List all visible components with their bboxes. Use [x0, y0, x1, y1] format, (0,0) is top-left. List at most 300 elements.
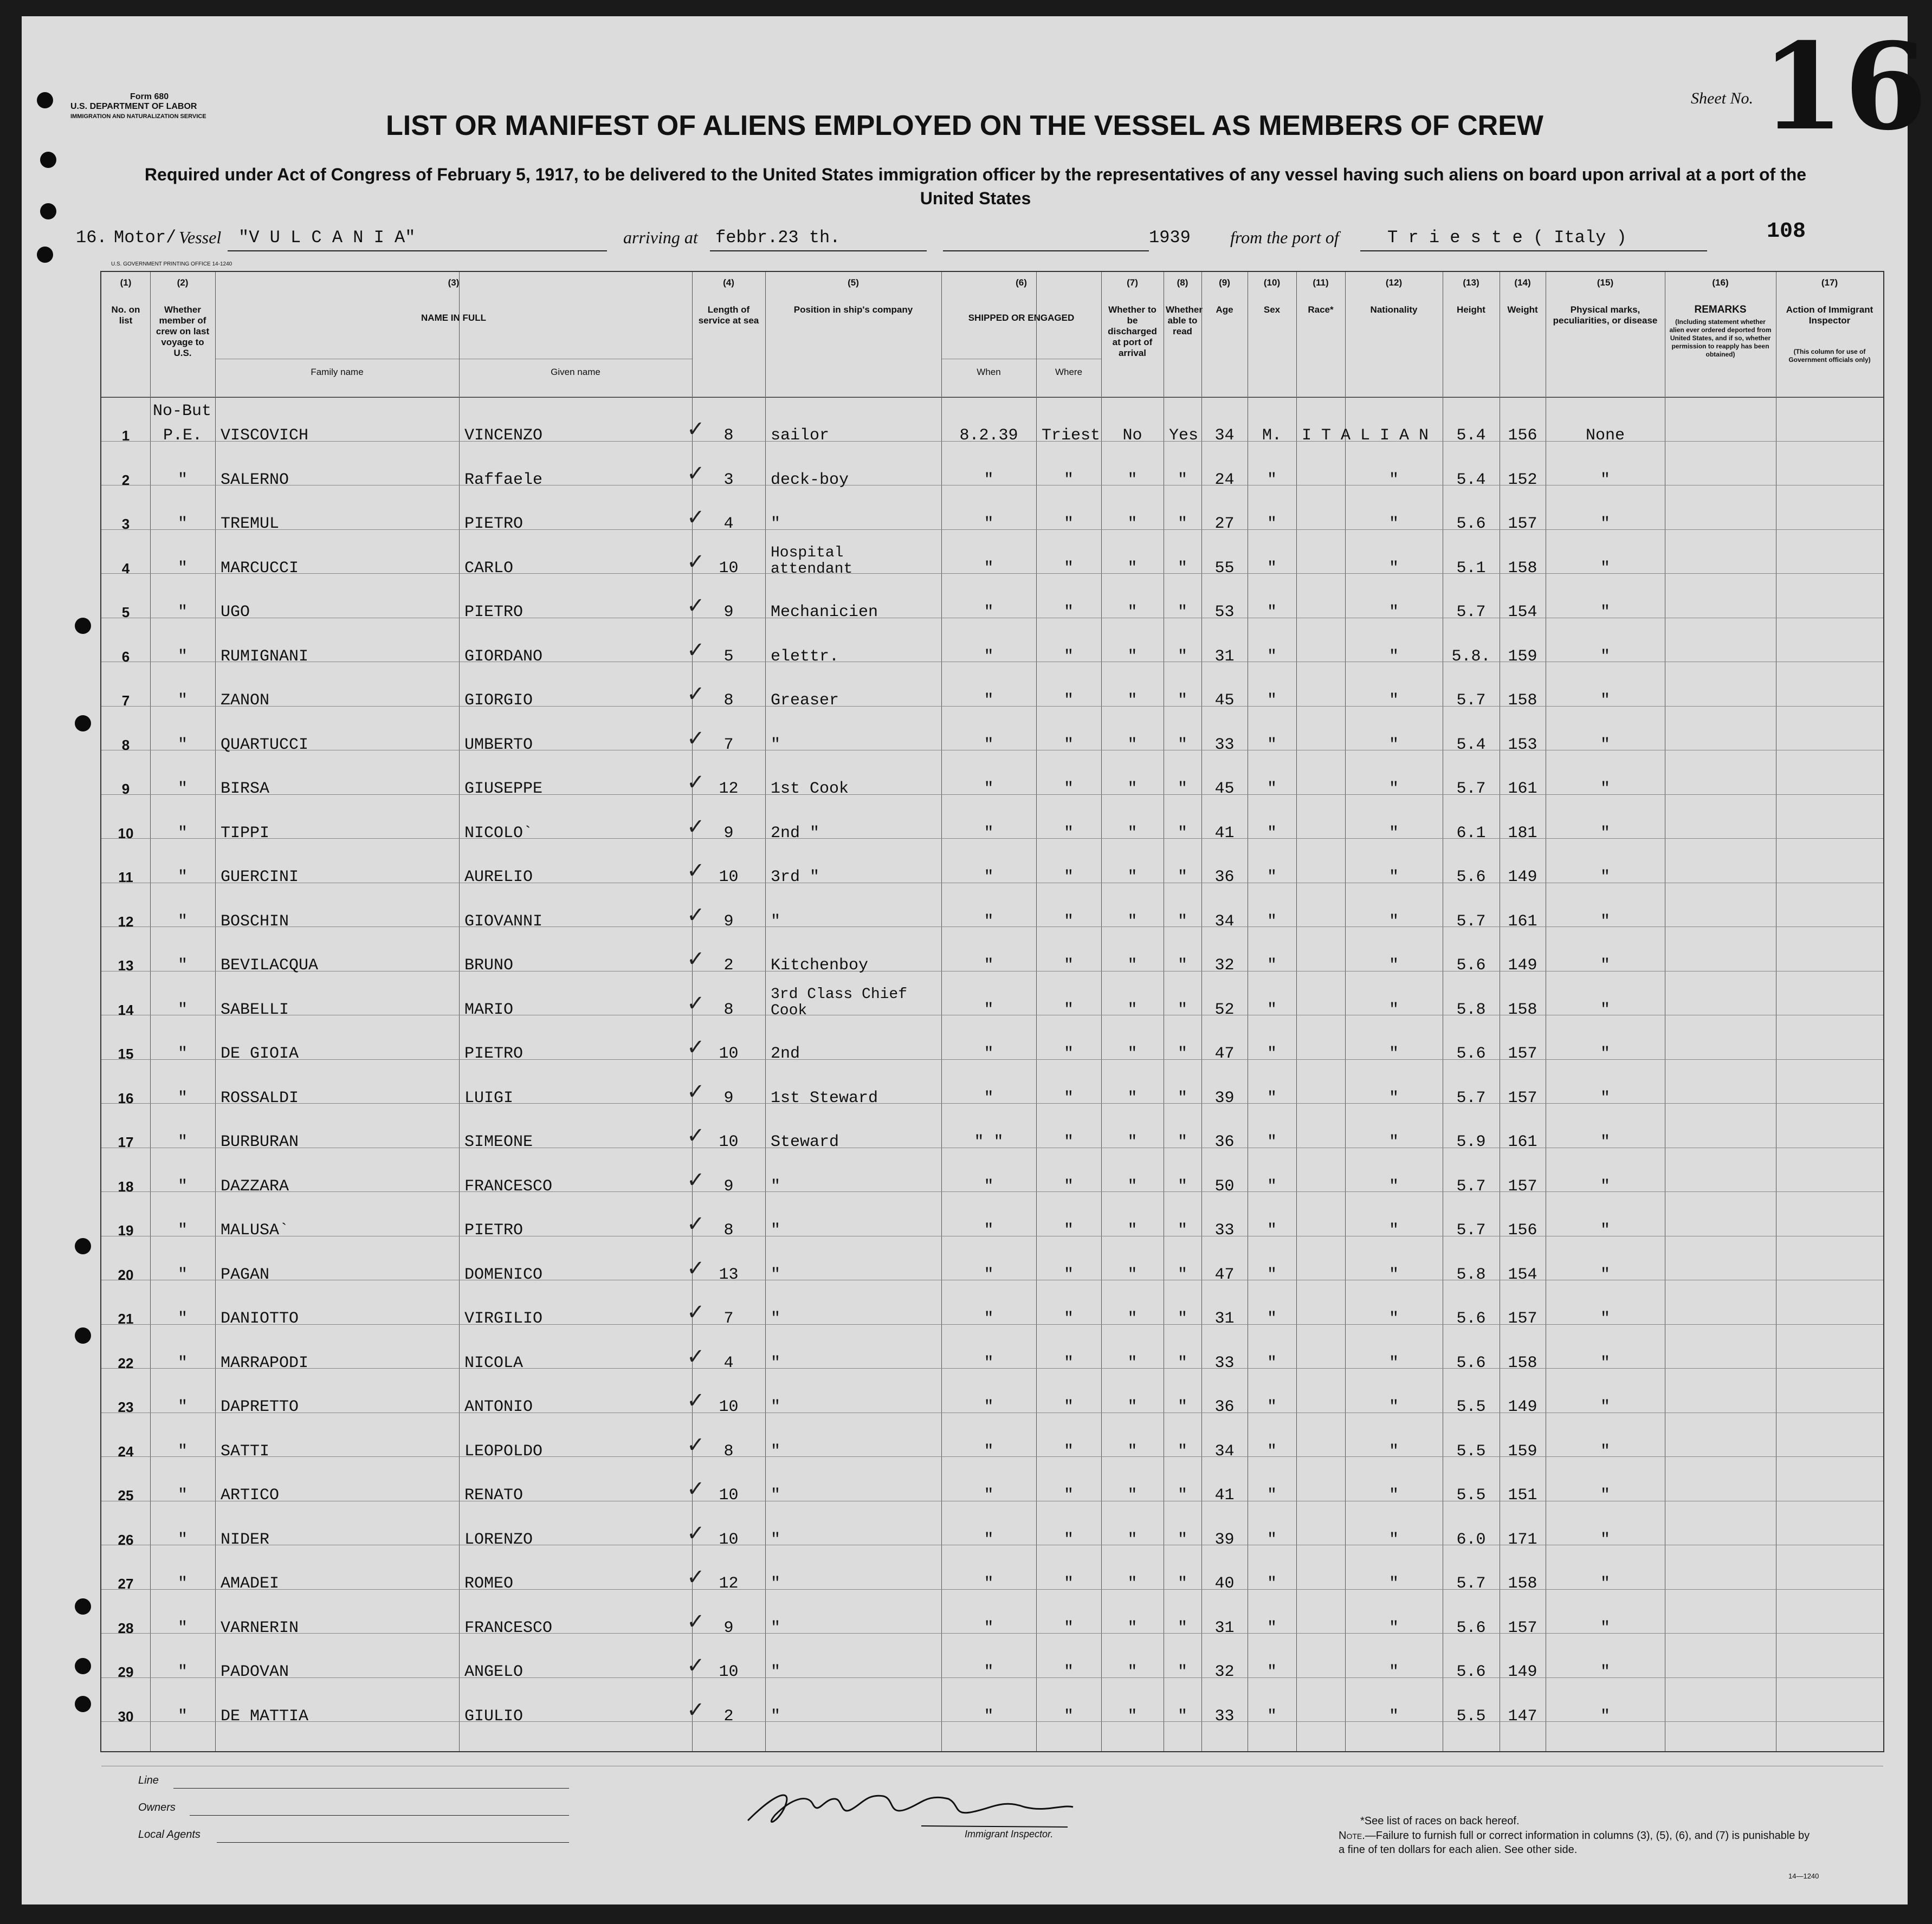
cell-nationality: " — [1388, 515, 1399, 533]
cell-family: SABELLI — [221, 1000, 289, 1019]
punch-hole — [40, 152, 56, 168]
cell-when: " — [984, 1353, 994, 1372]
cell-given: ROMEO — [464, 1575, 514, 1593]
cell-sex: " — [1267, 735, 1277, 754]
cell-family: DAPRETTO — [221, 1398, 299, 1416]
arrival-date: febbr.23 th. — [715, 228, 841, 248]
cell-where: " — [1063, 1530, 1074, 1549]
punch-hole — [75, 1238, 91, 1254]
cell-marks: " — [1600, 1530, 1610, 1549]
cell-read: " — [1177, 956, 1187, 975]
cell-age: 27 — [1214, 515, 1235, 533]
cell-nationality: " — [1388, 956, 1399, 975]
cell-no: 20 — [118, 1266, 134, 1283]
cell-sex: " — [1267, 1442, 1277, 1461]
cell-weight: 161 — [1508, 1133, 1537, 1151]
cell-sex: " — [1267, 1310, 1277, 1328]
cell-service: 9 — [723, 603, 734, 621]
column-divider — [1101, 272, 1102, 1751]
cell-service: 9 — [723, 1177, 734, 1196]
cell-weight: 149 — [1508, 956, 1537, 975]
check-mark-icon: ✓ — [687, 858, 705, 883]
cell-weight: 171 — [1508, 1530, 1537, 1549]
cell-when: " — [984, 780, 994, 798]
cell-no: 3 — [121, 516, 130, 532]
cell-nationality: " — [1388, 1486, 1399, 1505]
cell-given: VIRGILIO — [464, 1310, 543, 1328]
cell-given: CARLO — [464, 559, 514, 578]
sheet-number: 16 — [1761, 16, 1928, 157]
cell-position: " — [771, 1486, 781, 1505]
cell-where: " — [1063, 1575, 1074, 1593]
cell-service: 4 — [723, 515, 734, 533]
cell-crew: " — [177, 559, 188, 578]
cell-service: 9 — [723, 824, 734, 843]
cell-discharge: " — [1127, 1575, 1138, 1593]
cell-marks: " — [1600, 1089, 1610, 1107]
subtitle: Required under Act of Congress of February 5, 1917, to be delivered to the United States immigration officer by the representatives of any vessel having such aliens on board upon arrival at a port of the United States — [144, 165, 1807, 208]
cell-discharge: " — [1127, 1221, 1138, 1240]
cell-where: " — [1063, 824, 1074, 843]
cell-age: 33 — [1214, 1221, 1235, 1240]
cell-given: BRUNO — [464, 956, 514, 975]
cell-crew: " — [177, 1575, 188, 1593]
cell-height: 6.1 — [1456, 824, 1486, 843]
cell-no: 27 — [118, 1576, 134, 1592]
cell-age: 33 — [1214, 735, 1235, 754]
cell-no: 14 — [118, 1001, 134, 1018]
vessel-prefix-number: 16. — [76, 228, 107, 248]
cell-family: UGO — [221, 603, 250, 621]
cell-service: 7 — [723, 735, 734, 754]
cell-when: " — [984, 1310, 994, 1328]
cell-read: Yes — [1169, 426, 1199, 445]
cell-height: 5.7 — [1456, 603, 1486, 621]
cell-age: 50 — [1214, 1177, 1235, 1196]
cell-nationality: " — [1388, 1310, 1399, 1328]
cell-weight: 154 — [1508, 603, 1537, 621]
cell-weight: 153 — [1508, 735, 1537, 754]
cell-height: 5.6 — [1456, 515, 1486, 533]
cell-when: " — [984, 1575, 994, 1593]
cell-position: Kitchenboy — [771, 956, 869, 975]
cell-age: 31 — [1214, 647, 1235, 666]
cell-weight: 159 — [1508, 1442, 1537, 1461]
cell-service: 10 — [719, 559, 739, 578]
column-header: No. on list — [111, 305, 140, 326]
cell-nationality: " — [1388, 1133, 1399, 1151]
cell-no: 28 — [118, 1619, 134, 1636]
column-subheader: Given name — [551, 367, 600, 377]
cell-given: FRANCESCO — [464, 1177, 553, 1196]
cell-sex: " — [1267, 1575, 1277, 1593]
cell-crew: " — [177, 1177, 188, 1196]
sheet-label: Sheet No. — [1691, 89, 1753, 107]
check-mark-icon: ✓ — [687, 1167, 705, 1193]
cell-read: " — [1177, 1486, 1187, 1505]
cell-weight: 158 — [1508, 1575, 1537, 1593]
cell-where: " — [1063, 1486, 1074, 1505]
cell-when: " — [984, 1265, 994, 1284]
cell-discharge: " — [1127, 515, 1138, 533]
cell-sex: " — [1267, 1265, 1277, 1284]
cell-given: PIETRO — [464, 515, 524, 533]
cell-crew: " — [177, 691, 188, 710]
cell-no: 8 — [121, 736, 130, 753]
cell-service: 12 — [719, 1575, 739, 1593]
cell-marks: " — [1600, 1177, 1610, 1196]
cell-family: ZANON — [221, 691, 270, 710]
cell-age: 32 — [1214, 956, 1235, 975]
cell-position: " — [771, 1398, 781, 1416]
cell-crew: " — [177, 1442, 188, 1461]
cell-family: VARNERIN — [221, 1618, 299, 1637]
cell-discharge: " — [1127, 1530, 1138, 1549]
row1-prefix: No-But — [153, 402, 212, 420]
cell-read: " — [1177, 1177, 1187, 1196]
cell-discharge: " — [1127, 1442, 1138, 1461]
check-mark-icon: ✓ — [687, 947, 705, 971]
cell-family: MALUSA` — [221, 1221, 289, 1240]
cell-marks: " — [1600, 1221, 1610, 1240]
punch-hole — [37, 247, 53, 263]
cell-family: VISCOVICH — [221, 426, 309, 445]
cell-read: " — [1177, 1575, 1187, 1593]
cell-crew: " — [177, 1133, 188, 1151]
column-number: (8) — [1177, 277, 1188, 288]
cell-family: QUARTUCCI — [221, 735, 309, 754]
check-mark-icon: ✓ — [687, 1653, 705, 1678]
vessel-type: Motor/ — [114, 228, 177, 248]
cell-marks: " — [1600, 1707, 1610, 1726]
cell-position: " — [771, 735, 781, 754]
cell-age: 39 — [1214, 1530, 1235, 1549]
cell-no: 30 — [118, 1708, 134, 1725]
cell-service: 8 — [723, 426, 734, 445]
vessel-name: "V U L C A N I A" — [238, 228, 416, 248]
cell-crew: " — [177, 603, 188, 621]
cell-given: PIETRO — [464, 1045, 524, 1063]
check-mark-icon: ✓ — [687, 682, 705, 707]
cell-nationality: " — [1388, 647, 1399, 666]
cell-read: " — [1177, 1045, 1187, 1063]
cell-service: 9 — [723, 1618, 734, 1637]
cell-family: NIDER — [221, 1530, 270, 1549]
cell-crew: " — [177, 1618, 188, 1637]
cell-marks: " — [1600, 912, 1610, 931]
cell-service: 10 — [719, 1663, 739, 1681]
cell-crew: " — [177, 515, 188, 533]
cell-position: deck-boy — [771, 470, 849, 489]
cell-given: VINCENZO — [464, 426, 543, 445]
check-mark-icon: ✓ — [687, 505, 705, 530]
cell-when: " — [984, 824, 994, 843]
cell-where: " — [1063, 1663, 1074, 1681]
cell-marks: " — [1600, 1310, 1610, 1328]
check-mark-icon: ✓ — [687, 1212, 705, 1236]
check-mark-icon: ✓ — [687, 1697, 705, 1722]
cell-marks: " — [1600, 1486, 1610, 1505]
port-name: T r i e s t e ( Italy ) — [1387, 228, 1627, 248]
cell-marks: " — [1600, 868, 1610, 886]
column-divider — [1201, 272, 1202, 1751]
cell-height: 5.7 — [1456, 912, 1486, 931]
cell-when: " — [984, 1663, 994, 1681]
cell-service: 2 — [723, 956, 734, 975]
cell-given: GIUSEPPE — [464, 780, 543, 798]
column-divider — [1345, 272, 1346, 1751]
column-header: Weight — [1507, 305, 1538, 315]
check-mark-icon: ✓ — [687, 725, 705, 751]
footer-note — [1339, 1829, 1815, 1857]
cell-weight: 154 — [1508, 1265, 1537, 1284]
column-header: Age — [1216, 305, 1233, 315]
cell-given: LUIGI — [464, 1089, 514, 1107]
column-subheader: When — [977, 367, 1001, 377]
cell-when: " — [984, 735, 994, 754]
inspector-label: Immigrant Inspector. — [965, 1829, 1054, 1839]
cell-family: DE MATTIA — [221, 1707, 309, 1726]
cell-when: " — [984, 691, 994, 710]
cell-service: 10 — [719, 1045, 739, 1063]
cell-service: 4 — [723, 1353, 734, 1372]
cell-age: 34 — [1214, 426, 1235, 445]
cell-sex: " — [1267, 824, 1277, 843]
check-mark-icon: ✓ — [687, 549, 705, 574]
cell-no: 25 — [118, 1487, 134, 1504]
cell-crew: " — [177, 470, 188, 489]
cell-discharge: " — [1127, 1618, 1138, 1637]
races-note: *See list of races on back hereof. — [1360, 1815, 1520, 1827]
column-divider — [941, 272, 942, 1751]
cell-discharge: " — [1127, 956, 1138, 975]
cell-where: " — [1063, 1353, 1074, 1372]
cell-age: 33 — [1214, 1353, 1235, 1372]
cell-when: " — [984, 1707, 994, 1726]
cell-service: 8 — [723, 1000, 734, 1019]
cell-read: " — [1177, 515, 1187, 533]
cell-nationality: " — [1388, 780, 1399, 798]
cell-nationality: " — [1388, 1442, 1399, 1461]
column-number: (7) — [1127, 277, 1138, 288]
cell-nationality: " — [1388, 868, 1399, 886]
cell-height: 5.6 — [1456, 1618, 1486, 1637]
vessel-underline — [228, 250, 607, 251]
cell-when: " — [984, 1398, 994, 1416]
cell-height: 6.0 — [1456, 1530, 1486, 1549]
department: U.S. DEPARTMENT OF LABOR — [70, 102, 197, 111]
cell-weight: 149 — [1508, 868, 1537, 886]
cell-service: 10 — [719, 1133, 739, 1151]
cell-no: 13 — [118, 957, 134, 974]
column-note: (Including statement whether alien ever ordered deported from United States, and if so, whether permission to reapply has been obtained) — [1669, 318, 1772, 358]
cell-weight: 157 — [1508, 1177, 1537, 1196]
column-number: (2) — [177, 277, 189, 288]
cell-weight: 158 — [1508, 559, 1537, 578]
cell-given: GIORGIO — [464, 691, 533, 710]
cell-where: " — [1063, 1089, 1074, 1107]
cell-given: FRANCESCO — [464, 1618, 553, 1637]
cell-age: 47 — [1214, 1265, 1235, 1284]
cell-marks: " — [1600, 1045, 1610, 1063]
cell-no: 22 — [118, 1355, 134, 1371]
cell-discharge: " — [1127, 1265, 1138, 1284]
cell-no: 17 — [118, 1134, 134, 1150]
cell-read: " — [1177, 1310, 1187, 1328]
cell-position: sailor — [771, 426, 830, 445]
cell-crew: " — [177, 1089, 188, 1107]
cell-sex: " — [1267, 470, 1277, 489]
cell-height: 5.8 — [1456, 1000, 1486, 1019]
check-mark-icon: ✓ — [687, 770, 705, 795]
cell-where: " — [1063, 1618, 1074, 1637]
check-mark-icon: ✓ — [687, 417, 705, 442]
cell-position: " — [771, 1663, 781, 1681]
column-subheader: Where — [1055, 367, 1083, 377]
column-header: Whether able to read — [1166, 305, 1203, 336]
cell-nationality: " — [1388, 1353, 1399, 1372]
cell-age: 36 — [1214, 1398, 1235, 1416]
check-mark-icon: ✓ — [687, 1035, 705, 1060]
cell-marks: " — [1600, 1265, 1610, 1284]
cell-family: RUMIGNANI — [221, 647, 309, 666]
cell-position: 2nd — [771, 1045, 800, 1063]
check-mark-icon: ✓ — [687, 593, 705, 618]
cell-no: 2 — [121, 471, 130, 488]
cell-age: 53 — [1214, 603, 1235, 621]
cell-given: Raffaele — [464, 470, 543, 489]
agents-underline — [217, 1842, 569, 1843]
cell-read: " — [1177, 1530, 1187, 1549]
cell-given: PIETRO — [464, 603, 524, 621]
form-code: 14—1240 — [1788, 1872, 1819, 1880]
cell-no: 23 — [118, 1399, 134, 1415]
cell-marks: " — [1600, 515, 1610, 533]
cell-when: " — [984, 1089, 994, 1107]
cell-where: " — [1063, 1177, 1074, 1196]
cell-sex: " — [1267, 956, 1277, 975]
cell-crew: " — [177, 912, 188, 931]
cell-service: 2 — [723, 1707, 734, 1726]
cell-given: MARIO — [464, 1000, 514, 1019]
cell-height: 5.6 — [1456, 956, 1486, 975]
cell-given: UMBERTO — [464, 735, 533, 754]
cell-when: " — [984, 470, 994, 489]
cell-position: Greaser — [771, 691, 839, 710]
column-header: Whether member of crew on last voyage to U.S. — [156, 305, 210, 358]
cell-when: " — [984, 1442, 994, 1461]
cell-crew: " — [177, 780, 188, 798]
cell-nationality: " — [1388, 1221, 1399, 1240]
cell-where: " — [1063, 691, 1074, 710]
cell-discharge: " — [1127, 691, 1138, 710]
cell-age: 31 — [1214, 1310, 1235, 1328]
cell-family: GUERCINI — [221, 868, 299, 886]
cell-crew: " — [177, 1353, 188, 1372]
cell-sex: " — [1267, 1133, 1277, 1151]
cell-when: " — [984, 868, 994, 886]
column-number: (3) — [448, 277, 460, 288]
cell-nationality: " — [1388, 1707, 1399, 1726]
cell-weight: 158 — [1508, 691, 1537, 710]
cell-discharge: " — [1127, 1089, 1138, 1107]
cell-nationality: " — [1388, 1089, 1399, 1107]
column-header: Sex — [1263, 305, 1281, 315]
cell-family: SATTI — [221, 1442, 270, 1461]
cell-crew: " — [177, 735, 188, 754]
cell-where: " — [1063, 1310, 1074, 1328]
cell-where: " — [1063, 912, 1074, 931]
cell-weight: 161 — [1508, 912, 1537, 931]
cell-family: SALERNO — [221, 470, 289, 489]
cell-family: BOSCHIN — [221, 912, 289, 931]
cell-marks: " — [1600, 559, 1610, 578]
cell-sex: " — [1267, 515, 1277, 533]
cell-read: " — [1177, 1265, 1187, 1284]
column-number: (14) — [1514, 277, 1531, 288]
check-mark-icon: ✓ — [687, 1079, 705, 1104]
cell-crew: " — [177, 647, 188, 666]
cell-read: " — [1177, 1353, 1187, 1372]
cell-age: 39 — [1214, 1089, 1235, 1107]
cell-where: " — [1063, 1265, 1074, 1284]
cell-sex: " — [1267, 691, 1277, 710]
cell-read: " — [1177, 647, 1187, 666]
cell-position: 1st Steward — [771, 1089, 878, 1107]
port-underline — [1360, 250, 1707, 251]
column-number: (12) — [1385, 277, 1403, 288]
cell-where: " — [1063, 603, 1074, 621]
cell-position: Steward — [771, 1133, 839, 1151]
cell-no: 24 — [118, 1443, 134, 1460]
cell-where: " — [1063, 515, 1074, 533]
arrival-year: 1939 — [1149, 228, 1191, 248]
cell-discharge: " — [1127, 559, 1138, 578]
cell-age: 40 — [1214, 1575, 1235, 1593]
cell-marks: " — [1600, 956, 1610, 975]
cell-where: " — [1063, 1442, 1074, 1461]
page-title: LIST OR MANIFEST OF ALIENS EMPLOYED ON THE VESSEL AS MEMBERS OF CREW — [386, 110, 1543, 141]
cell-where: " — [1063, 1045, 1074, 1063]
column-header: Physical marks, peculiarities, or disease — [1553, 305, 1658, 326]
cell-nationality: " — [1388, 559, 1399, 578]
column-header: Nationality — [1370, 305, 1418, 315]
cell-weight: 161 — [1508, 780, 1537, 798]
cell-age: 34 — [1214, 1442, 1235, 1461]
check-mark-icon: ✓ — [687, 1255, 705, 1281]
cell-position: " — [771, 1177, 781, 1196]
cell-family: TIPPI — [221, 824, 270, 843]
cell-read: " — [1177, 691, 1187, 710]
column-divider — [1296, 272, 1297, 1751]
cell-nationality: " — [1388, 1000, 1399, 1019]
cell-discharge: " — [1127, 1353, 1138, 1372]
cell-height: 5.5 — [1456, 1398, 1486, 1416]
cell-crew: " — [177, 824, 188, 843]
cell-marks: " — [1600, 1442, 1610, 1461]
cell-read: " — [1177, 1133, 1187, 1151]
line-label: Line — [138, 1774, 159, 1786]
cell-weight: 158 — [1508, 1353, 1537, 1372]
column-number: (16) — [1712, 277, 1729, 288]
cell-age: 41 — [1214, 1486, 1235, 1505]
cell-given: GIULIO — [464, 1707, 524, 1726]
cell-sex: " — [1267, 1177, 1277, 1196]
cell-nationality: " — [1388, 735, 1399, 754]
cell-sex: " — [1267, 912, 1277, 931]
cell-read: " — [1177, 1398, 1187, 1416]
punch-hole — [75, 715, 91, 731]
